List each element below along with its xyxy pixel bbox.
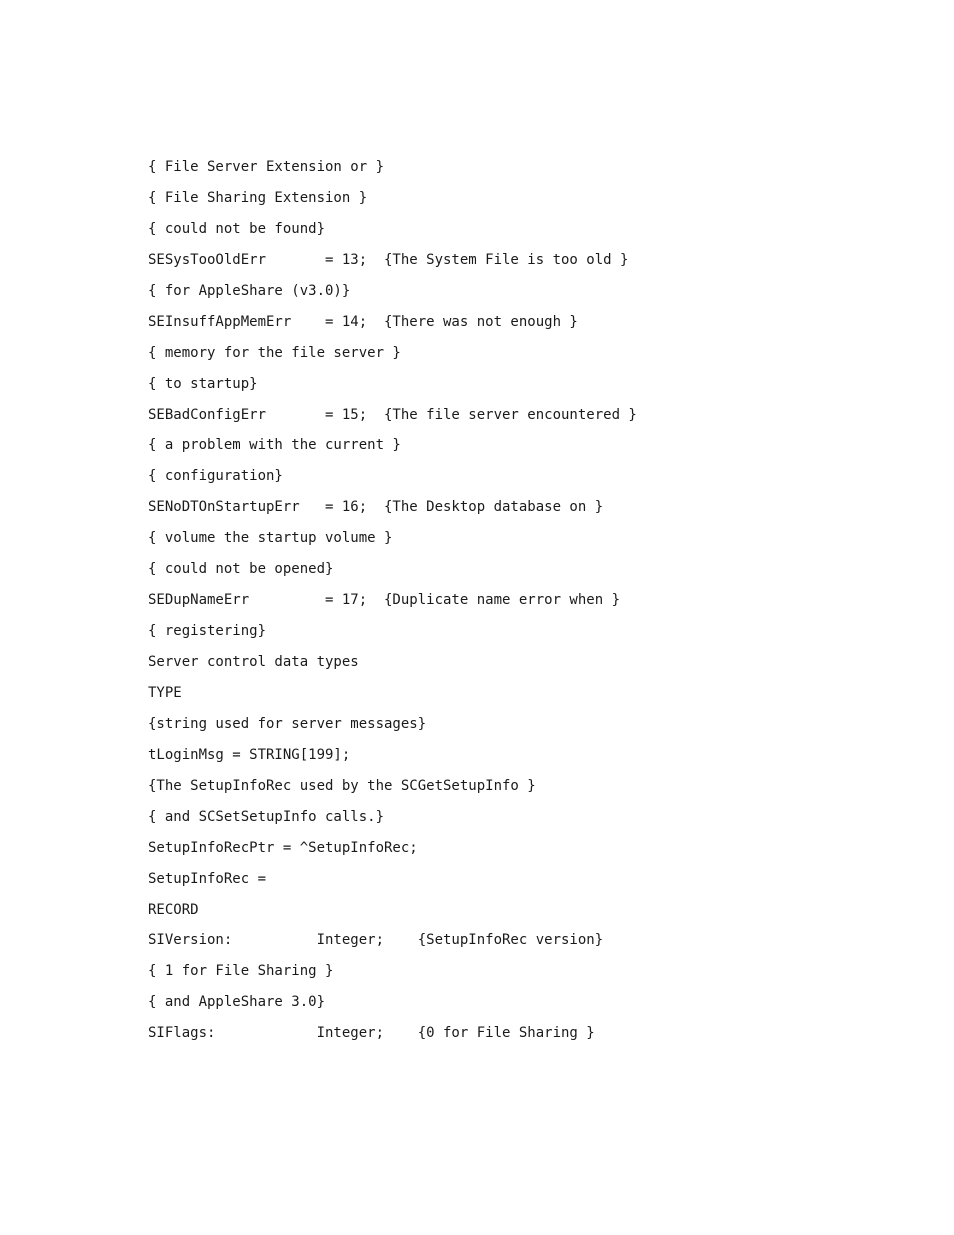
code-listing xyxy=(148,157,637,1054)
code-line: { for AppleShare (v3.0)} xyxy=(148,282,351,299)
code-line: {string used for server messages} xyxy=(148,715,427,732)
code-line: { 1 for File Sharing } xyxy=(148,963,334,980)
code-line: { and SCSetSetupInfo calls.} xyxy=(148,808,385,825)
code-line: SENoDTOnStartupErr = 16; {The Desktop database on } xyxy=(148,499,604,516)
code-line: SEInsuffAppMemErr = 14; {There was not enough } xyxy=(148,313,578,330)
code-line: SIFlags: Integer; {0 for File Sharing } xyxy=(148,1025,595,1042)
code-line: { File Sharing Extension } xyxy=(148,189,368,206)
code-line: SEBadConfigErr = 15; {The file server encountered } xyxy=(148,406,637,423)
code-line: SIVersion: Integer; {SetupInfoRec version} xyxy=(148,932,604,949)
code-line: { registering} xyxy=(148,623,267,640)
code-line: tLoginMsg = STRING[199]; xyxy=(148,746,351,763)
code-line: { memory for the file server } xyxy=(148,344,401,361)
code-line: RECORD xyxy=(148,901,199,918)
code-line: { could not be opened} xyxy=(148,561,334,578)
code-line: { and AppleShare 3.0} xyxy=(148,994,326,1011)
section-heading: Server control data types xyxy=(148,654,359,670)
code-line: { File Server Extension or } xyxy=(148,159,385,175)
code-line: SEDupNameErr = 17; {Duplicate name error when } xyxy=(148,592,621,609)
code-line: TYPE xyxy=(148,684,182,701)
code-line: { configuration} xyxy=(148,468,283,485)
code-line: SetupInfoRecPtr = ^SetupInfoRec; xyxy=(148,839,418,856)
code-line: { a problem with the current } xyxy=(148,437,401,454)
code-line: SetupInfoRec = xyxy=(148,870,267,887)
code-line: {The SetupInfoRec used by the SCGetSetupInfo } xyxy=(148,777,536,794)
code-line: { to startup} xyxy=(148,375,258,392)
code-line: SESysTooOldErr = 13; {The System File is too old } xyxy=(148,251,629,268)
code-line: { could not be found} xyxy=(148,220,326,237)
code-line: { volume the startup volume } xyxy=(148,530,393,547)
